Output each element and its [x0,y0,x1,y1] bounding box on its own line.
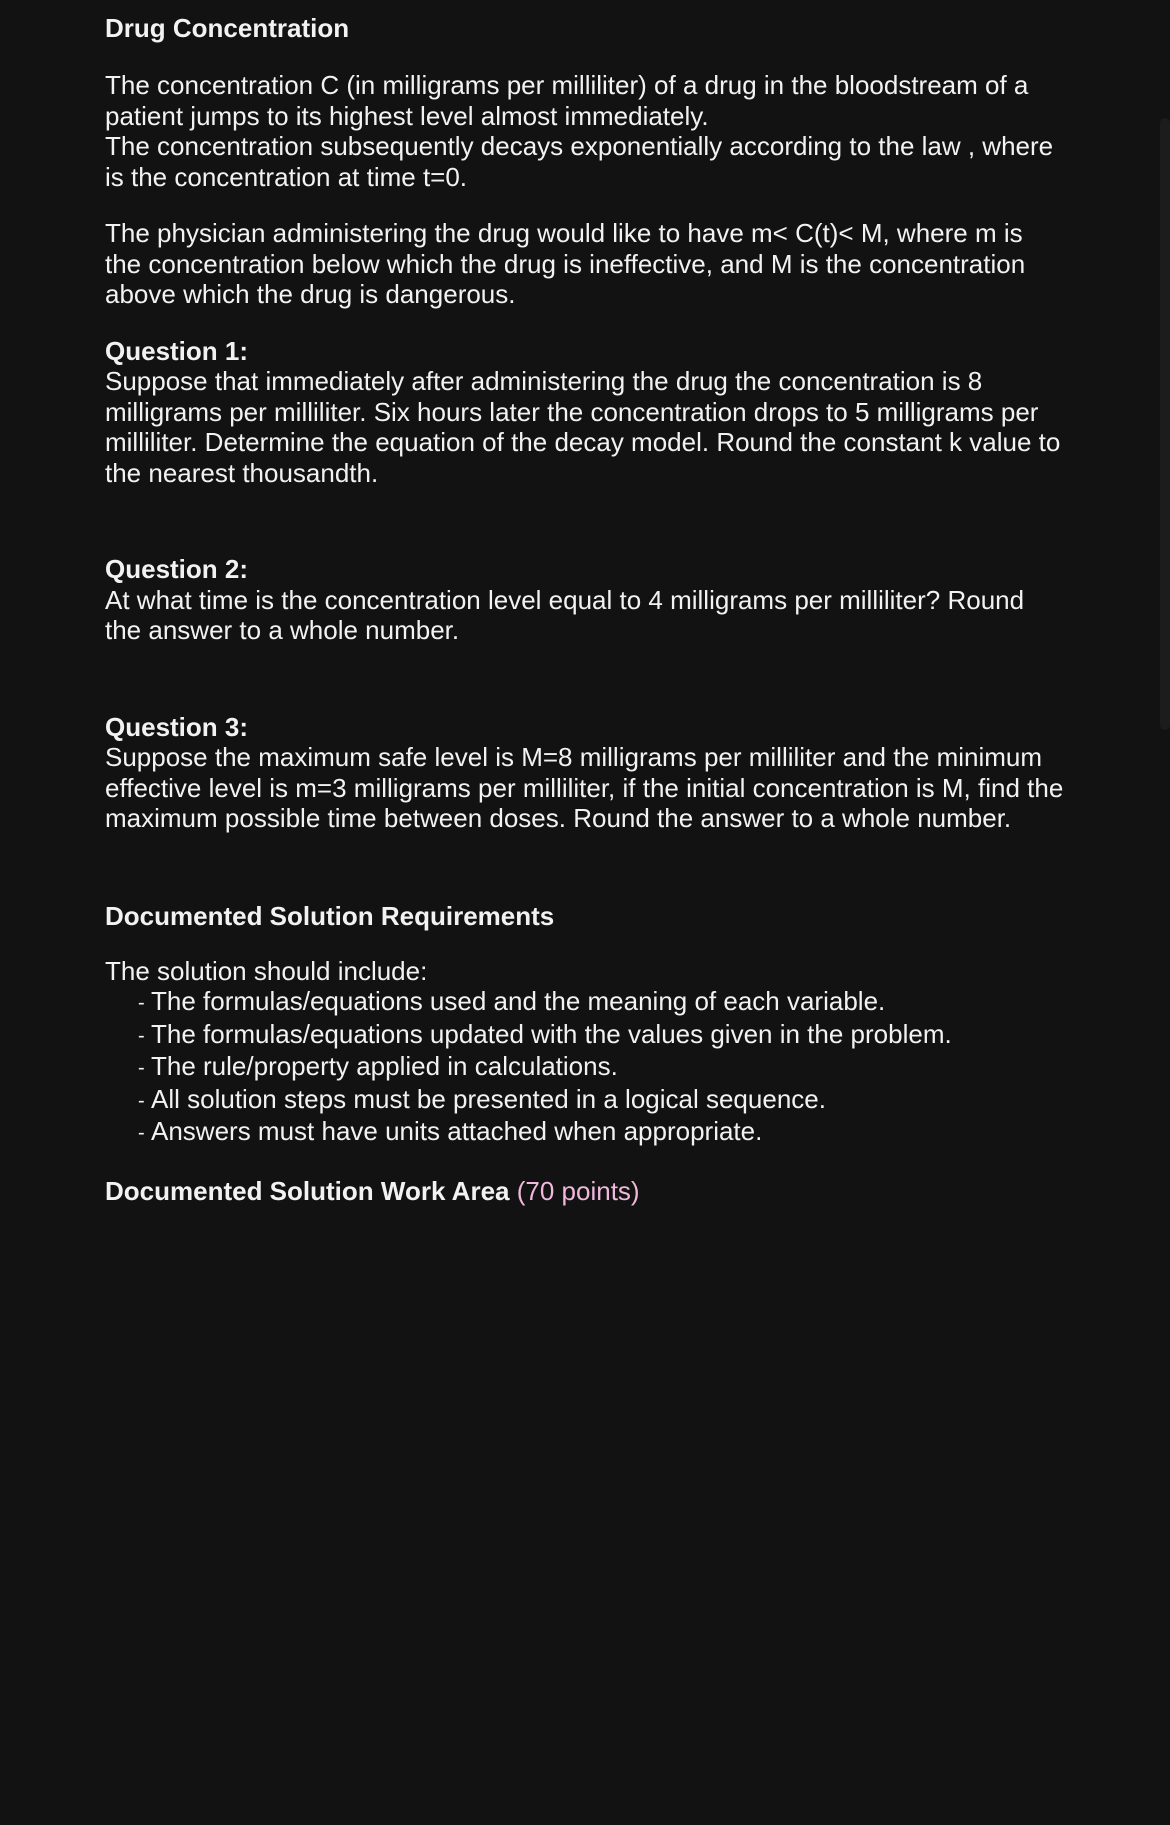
question-1 [105,336,1065,489]
physician-text: The physician administering the drug would like to have m< C(t)< M, where m is the concentration below which the drug is ineffective, and M is the concentration above which the drug is dangerous. [105,218,1026,309]
physician-paragraph [105,218,1065,310]
page-title: Drug Concentration [105,13,350,43]
list-item-text: The formulas/equations used and the meaning of each variable. [151,986,886,1016]
question-3 [105,712,1065,834]
work-area-heading [105,1175,1065,1207]
question-2 [105,554,1065,646]
intro-paragraph [105,70,1065,192]
intro-line-2: The concentration subsequently decays exponentially according to the law , where is the concentration at time t=0. [105,131,1054,192]
bullet-dash: - [138,992,145,1014]
question-3-text: Suppose the maximum safe level is M=8 milligrams per milliliter and the minimum effective level is m=3 milligrams per milliliter, if the initial concentration is M, find the maximum possible time between doses. Round the answer to a whole number. [105,742,1064,833]
list-item [138,1084,1065,1117]
requirements-list [105,986,1065,1149]
list-item [138,1051,1065,1084]
bullet-dash: - [138,1024,145,1047]
requirements-intro: The solution should include: [105,955,428,986]
bullet-dash: - [138,1122,145,1144]
question-2-label: Question 2: [105,554,249,584]
bullet-dash: - [138,1089,145,1112]
work-area-title: Documented Solution Work Area [105,1175,510,1206]
list-item-text: The rule/property applied in calculations. [151,1051,618,1081]
work-area-points: (70 points) [516,1175,640,1206]
list-item [138,1019,1065,1052]
requirements-title: Documented Solution Requirements [105,900,555,931]
question-2-text: At what time is the concentration level equal to 4 milligrams per milliliter? Round the answer to a whole number. [105,584,1025,645]
list-item [138,986,1065,1019]
question-1-label: Question 1: [105,335,249,366]
scrollbar[interactable] [1160,118,1170,730]
list-item-text: Answers must have units attached when appropriate. [151,1116,763,1146]
document-content [105,0,1065,1207]
bullet-dash: - [138,1057,145,1079]
question-1-text: Suppose that immediately after administering the drug the concentration is 8 milligrams per milliliter. Six hours later the concentration drops to 5 milligrams per milliliter. Determine the equation of the decay model. Round the constant k value to the nearest thousandth. [105,366,1061,488]
list-item [138,1116,1065,1149]
list-item-text: All solution steps must be presented in a logical sequence. [151,1083,826,1114]
intro-line-1: The concentration C (in milligrams per milliliter) of a drug in the bloodstream of a patient jumps to its highest level almost immediately. [105,70,1029,131]
list-item-text: The formulas/equations updated with the values given in the problem. [151,1018,952,1049]
question-3-label: Question 3: [105,711,249,742]
